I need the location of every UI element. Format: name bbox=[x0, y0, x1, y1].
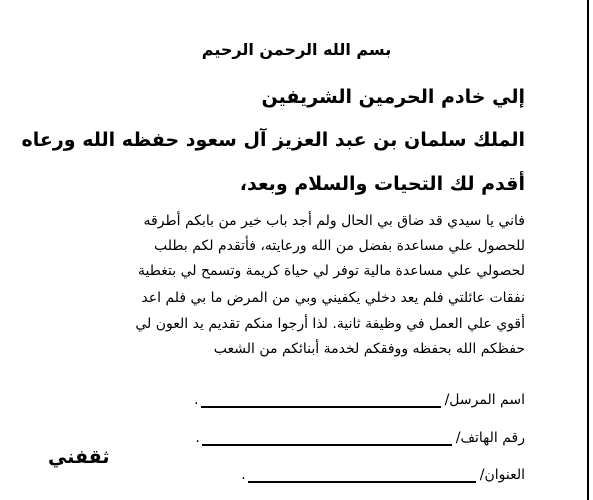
phone-number-field bbox=[195, 428, 525, 446]
field-end-dot: . bbox=[241, 467, 246, 483]
king-name-line: الملك سلمان بن عبد العزيز آل سعود حفظه الله ورعاه bbox=[21, 129, 525, 151]
body-line: أقوي علي العمل في وظيفة ثانية. لذا أرجوا منكم تقديم يد العون لي bbox=[135, 316, 525, 332]
right-border-line bbox=[587, 0, 589, 500]
field-end-dot: . bbox=[194, 392, 199, 408]
body-line: نفقات عائلتي فلم يعد دخلي يكفيني وبي من المرض ما بي فلم اعد bbox=[141, 290, 525, 306]
body-line: حفظكم الله بحفظه ووفقكم لخدمة أبنائكم من الشعب bbox=[213, 341, 525, 357]
sender-name-label: اسم المرسل/ bbox=[444, 392, 525, 408]
sender-name-field bbox=[194, 390, 525, 408]
phone-number-blank bbox=[202, 428, 452, 446]
addressee-line: إلي خادم الحرمين الشريفين bbox=[261, 86, 525, 108]
sender-name-blank bbox=[201, 390, 441, 408]
body-line: لحصولي علي مساعدة مالية توفر لي حياة كريمة وتسمح لي بتغطية bbox=[138, 263, 525, 279]
basmala: بسم الله الرحمن الرحيم bbox=[201, 40, 392, 59]
greeting-line: أقدم لك التحيات والسلام وبعد، bbox=[239, 173, 525, 195]
address-blank bbox=[248, 465, 476, 483]
address-field bbox=[241, 465, 525, 483]
address-label: العنوان/ bbox=[479, 467, 525, 483]
body-line: فاني يا سيدي قد ضاق بي الحال ولم أجد باب خير من بابكم أطرقه bbox=[143, 213, 525, 229]
field-end-dot: . bbox=[195, 430, 200, 446]
site-watermark-text: ثقفني bbox=[48, 446, 110, 468]
body-line: للحصول علي مساعدة بفضل من الله ورعايته، فأتقدم لكم بطلب bbox=[154, 238, 525, 254]
phone-number-label: رقم الهاتف/ bbox=[455, 430, 525, 446]
